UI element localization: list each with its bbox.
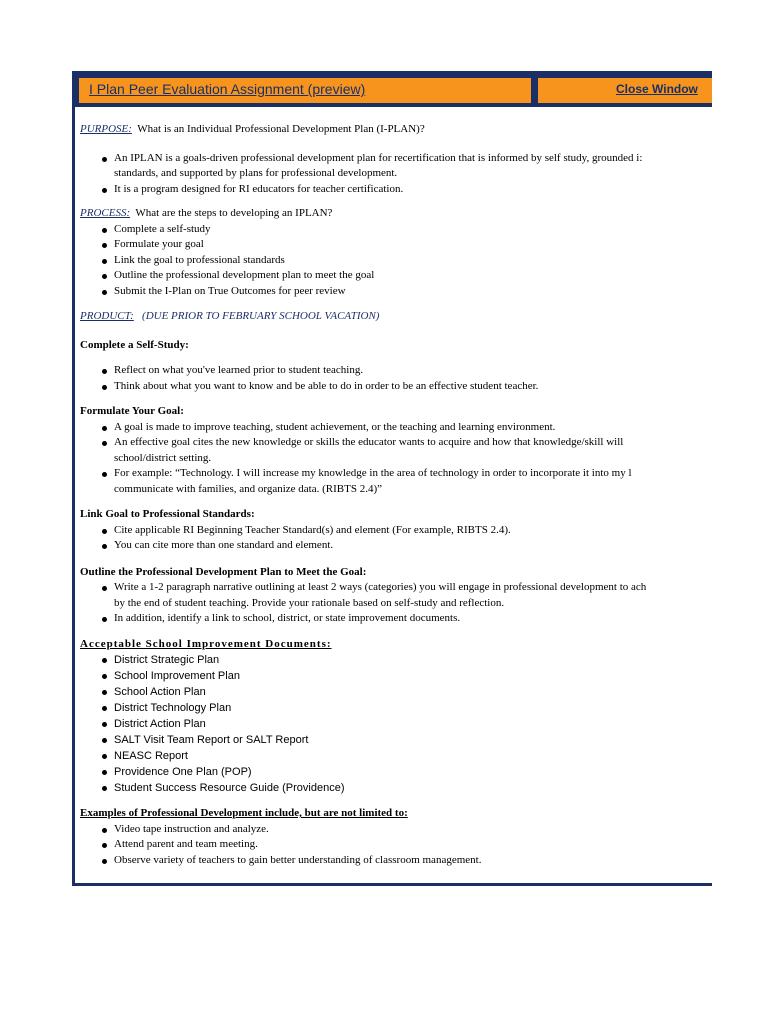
list-item: [80, 853, 712, 869]
goal-bullet-2-line-1: An effective goal cites the new knowledge or skills the educator wants to acquire and how that knowledge/skill will: [114, 436, 624, 448]
goal-bullet-3-line-1: For example: “Technology. I will increase my knowledge in the area of technology in order to incorporate it into my l: [114, 467, 632, 479]
outline-heading: Outline the Professional Development Plan to Meet the Goal:: [80, 565, 367, 578]
list-item: [80, 764, 712, 780]
process-step: Formulate your goal: [114, 238, 204, 250]
list-item: [80, 284, 712, 300]
window-title: I Plan Peer Evaluation Assignment (preview): [89, 81, 366, 97]
document-item: School Action Plan: [114, 686, 206, 698]
list-item: [80, 716, 712, 732]
documents-list: [80, 652, 712, 796]
list-item: [80, 700, 712, 716]
list-item: [80, 435, 712, 466]
outline-list: [80, 580, 712, 627]
outline-bullet-1-line-2: by the end of student teaching. Provide your rationale based on self-study and reflection.: [114, 596, 505, 609]
product-label: PRODUCT:: [80, 310, 134, 322]
list-item: [80, 684, 712, 700]
examples-bullet: Video tape instruction and analyze.: [114, 822, 269, 835]
list-item: [80, 837, 712, 853]
document-item: NEASC Report: [114, 750, 188, 762]
purpose-bullet-2: It is a program designed for RI educators for teacher certification.: [114, 182, 404, 195]
list-item: [80, 363, 712, 379]
list-item: [80, 732, 712, 748]
standards-list: [80, 523, 712, 554]
self-study-bullet: Think about what you want to know and be able to do in order to be an effective student teacher.: [114, 379, 539, 392]
list-item: [80, 822, 712, 838]
examples-bullet: Attend parent and team meeting.: [114, 838, 258, 850]
document-item: School Improvement Plan: [114, 670, 240, 682]
document-item: District Strategic Plan: [114, 654, 220, 666]
process-step: Complete a self-study: [114, 222, 211, 235]
outline-bullet-2: In addition, identify a link to school, district, or state improvement documents.: [114, 612, 461, 624]
examples-list: [80, 822, 712, 869]
document-item: Student Success Resource Guide (Providence): [114, 782, 345, 794]
close-window-link[interactable]: Close Window: [616, 82, 698, 96]
list-item: [80, 748, 712, 764]
list-item: [80, 611, 712, 627]
list-item: [80, 523, 712, 539]
preview-window: [72, 71, 712, 886]
list-item: [80, 182, 712, 198]
self-study-heading: Complete a Self-Study:: [80, 338, 189, 351]
title-bar: [79, 78, 531, 103]
list-item: [80, 420, 712, 436]
document-item: SALT Visit Team Report or SALT Report: [114, 734, 309, 746]
process-line: [80, 206, 712, 222]
self-study-list: [80, 363, 712, 394]
examples-heading: Examples of Professional Development include, but are not limited to:: [80, 807, 408, 819]
product-line: [80, 309, 712, 325]
purpose-label: PURPOSE:: [80, 123, 132, 135]
purpose-list: [80, 151, 712, 198]
purpose-line: [80, 122, 712, 138]
standards-bullet: You can cite more than one standard and element.: [114, 539, 334, 551]
list-item: [80, 466, 712, 497]
purpose-question: What is an Individual Professional Development Plan (I-PLAN)?: [137, 123, 425, 135]
process-label: PROCESS:: [80, 207, 131, 219]
list-item: [80, 237, 712, 253]
process-question: What are the steps to developing an IPLAN?: [135, 207, 333, 219]
purpose-bullet-1-line-1: An IPLAN is a goals-driven professional development plan for recertification that is informed by self study, grounded i:: [114, 151, 643, 164]
list-item: [80, 268, 712, 284]
purpose-bullet-1-line-2: standards, and supported by plans for professional development.: [114, 167, 398, 179]
outline-bullet-1-line-1: Write a 1-2 paragraph narrative outlining at least 2 ways (categories) you will engage in professional development to ach: [114, 581, 647, 593]
list-item: [80, 580, 712, 611]
list-item: [80, 652, 712, 668]
examples-bullet: Observe variety of teachers to gain better understanding of classroom management.: [114, 853, 482, 866]
window-header: [75, 74, 712, 107]
goal-list: [80, 420, 712, 498]
goal-bullet-2-line-2: school/district setting.: [114, 451, 212, 464]
list-item: [80, 222, 712, 238]
list-item: [80, 780, 712, 796]
process-step: Outline the professional development plan to meet the goal: [114, 269, 375, 281]
document-body: [80, 122, 712, 868]
document-item: District Technology Plan: [114, 702, 232, 714]
goal-bullet-3-line-2: communicate with families, and organize data. (RIBTS 2.4)”: [114, 482, 382, 495]
list-item: [80, 379, 712, 395]
list-item: [80, 668, 712, 684]
documents-heading: Acceptable School Improvement Documents:: [80, 637, 332, 650]
close-bar: [538, 78, 712, 103]
goal-bullet-1: A goal is made to improve teaching, student achievement, or the teaching and learning environment.: [114, 420, 556, 433]
process-list: [80, 222, 712, 300]
list-item: [80, 253, 712, 269]
product-note: (DUE PRIOR TO FEBRUARY SCHOOL VACATION): [142, 310, 380, 322]
process-step: Link the goal to professional standards: [114, 253, 285, 266]
process-step: Submit the I-Plan on True Outcomes for peer review: [114, 284, 346, 297]
list-item: [80, 538, 712, 554]
self-study-bullet: Reflect on what you've learned prior to student teaching.: [114, 364, 364, 376]
list-item: [80, 151, 712, 182]
standards-heading: Link Goal to Professional Standards:: [80, 508, 255, 520]
document-item: District Action Plan: [114, 718, 206, 730]
document-item: Providence One Plan (POP): [114, 766, 252, 778]
goal-heading: Formulate Your Goal:: [80, 405, 184, 417]
standards-bullet: Cite applicable RI Beginning Teacher Standard(s) and element (For example, RIBTS 2.4).: [114, 523, 511, 536]
